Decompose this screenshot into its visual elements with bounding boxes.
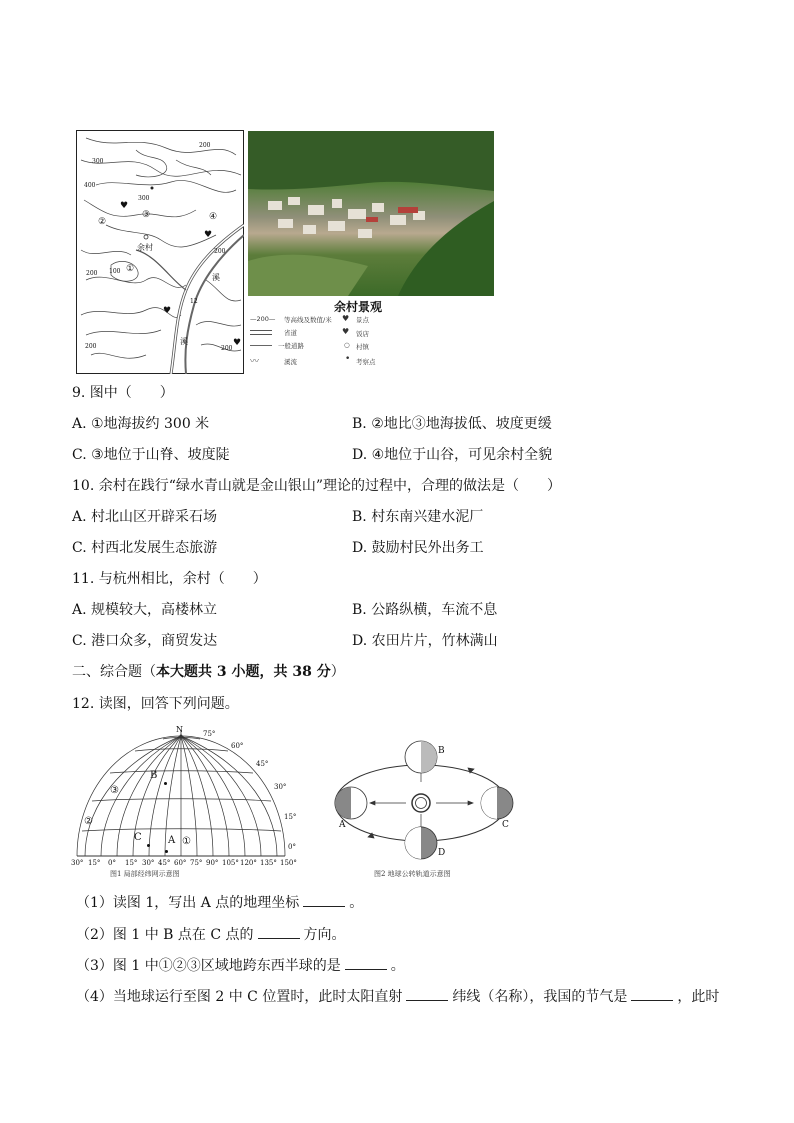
legend-hotel-text: 饭店 xyxy=(356,330,369,338)
q12-sub4-text-a: （4）当地球运行至图 2 中 C 位置时，此时太阳直射 xyxy=(76,989,403,1005)
orbit-svg xyxy=(318,740,524,866)
road-legend-symbol xyxy=(250,345,272,346)
lon-label: 120° xyxy=(240,859,257,867)
contour-label-200c: 200 xyxy=(86,270,98,277)
lat-label-30: 30° xyxy=(274,783,287,791)
village-photo-art xyxy=(248,131,494,296)
q12-sub3-end: 。 xyxy=(390,958,405,974)
q12-sub3 xyxy=(76,957,405,975)
section-2-title xyxy=(72,663,345,681)
orbit-point-c: C xyxy=(502,820,509,830)
section-2-title-bold: 本大题共 3 小题，共 38 分 xyxy=(156,664,331,680)
village-label: 余村 xyxy=(137,243,153,252)
answer-blank[interactable] xyxy=(258,926,300,939)
lat-label-45: 45° xyxy=(256,760,269,768)
map-legend xyxy=(248,313,418,377)
lat-label-0: 0° xyxy=(288,843,296,851)
map-point-3: ③ xyxy=(142,210,151,220)
q11-option-d: D. 农田片片，竹林满山 xyxy=(352,633,498,649)
village-photo xyxy=(248,131,494,296)
lon-label: 150° xyxy=(280,859,297,867)
hotel-marker-icon: ♥ xyxy=(204,230,213,240)
q12-sub2-text: （2）图 1 中 B 点在 C 点的 xyxy=(76,927,254,943)
q10-stem: 10. 余村在践行“绿水青山就是金山银山”理论的过程中，合理的做法是（ ） xyxy=(72,478,562,494)
q9-option-d: D. ④地位于山谷，可见余村全貌 xyxy=(352,447,553,463)
legend-town-text: 村镇 xyxy=(356,343,369,351)
lon-label: 30° xyxy=(142,859,155,867)
lat-label-15: 15° xyxy=(284,813,297,821)
lon-label: 75° xyxy=(190,859,203,867)
q12-stem: 12. 读图，回答下列问题。 xyxy=(72,696,239,712)
answer-blank[interactable] xyxy=(345,957,387,970)
orbit-point-d: D xyxy=(438,848,446,858)
point-c-dot xyxy=(147,844,150,847)
region-2-label: ② xyxy=(84,816,93,827)
point-a-label: A xyxy=(168,835,176,846)
lon-label: 135° xyxy=(260,859,277,867)
north-label: N xyxy=(176,725,183,734)
legend-main-road-text: 省道 xyxy=(284,329,297,337)
orbit-point-b: B xyxy=(438,746,445,756)
contour-label-200a: 200 xyxy=(199,142,211,149)
graticule-figure xyxy=(70,726,306,882)
legend-contour-value: 200 xyxy=(256,315,269,323)
q12-sub4-text-b: 纬线（名称），我国的节气是 xyxy=(452,989,628,1005)
contour-label-200e: 200 xyxy=(221,345,233,352)
lon-label: 105° xyxy=(222,859,239,867)
region-3-label: ③ xyxy=(110,785,119,796)
contour-label-300b: 300 xyxy=(92,158,104,165)
answer-blank[interactable] xyxy=(303,894,345,907)
answer-blank[interactable] xyxy=(406,988,448,1001)
section-2-title-prefix: 二、综合题（ xyxy=(72,664,156,680)
contour-label-300a: 300 xyxy=(138,195,150,202)
q11-option-c: C. 港口众多，商贸发达 xyxy=(72,633,218,649)
orbit-point-a: A xyxy=(339,820,346,830)
q9-option-a: A. ①地海拔约 300 米 xyxy=(72,416,210,432)
answer-blank[interactable] xyxy=(631,988,673,1001)
lon-label: 30° xyxy=(71,859,84,867)
region-1-label: ① xyxy=(182,836,191,847)
survey-legend-icon: • xyxy=(345,354,351,364)
legend-stream-text: 溪流 xyxy=(284,358,297,366)
legend-road-text: 一般道路 xyxy=(278,342,304,350)
map-point-1: ① xyxy=(126,264,135,274)
legend-survey-text: 考察点 xyxy=(356,358,376,366)
hotel-marker-icon: ♥ xyxy=(163,306,172,316)
stream-label: 溪 xyxy=(180,337,188,346)
town-legend-icon: ○ xyxy=(344,341,350,349)
map-point-2: ② xyxy=(98,217,107,227)
q10-option-d: D. 鼓励村民外出务工 xyxy=(352,540,484,556)
contour-label-100: 100 xyxy=(109,268,121,275)
q10-option-b: B. 村东南兴建水泥厂 xyxy=(352,509,484,525)
lon-label: 90° xyxy=(206,859,219,867)
lon-label: 15° xyxy=(125,859,138,867)
scenic-marker-icon: ♥ xyxy=(233,338,242,348)
section-2-title-suffix: ） xyxy=(330,664,345,680)
lat-label-75: 75° xyxy=(203,730,216,738)
photo-caption: 余村景观 xyxy=(334,300,383,314)
q9-option-b: B. ②地比③地海拔低、坡度更缓 xyxy=(352,416,552,432)
point-a-dot xyxy=(165,850,168,853)
lon-label: 60° xyxy=(174,859,187,867)
point-b-label: B xyxy=(150,770,158,781)
contour-label-400a: 400 xyxy=(84,182,96,189)
q12-sub1-text: （1）读图 1，写出 A 点的地理坐标 xyxy=(76,895,300,911)
hotel-legend-icon: ♥ xyxy=(342,327,350,336)
map-point-4: ④ xyxy=(209,212,218,222)
q9-stem: 9. 图中（ ） xyxy=(72,385,174,401)
scenic-legend-icon: ♥ xyxy=(342,314,350,323)
lon-label: 0° xyxy=(108,859,116,867)
q11-option-a: A. 规模较大，高楼林立 xyxy=(72,602,218,618)
contour-map xyxy=(76,130,244,374)
stream-label: 溪 xyxy=(212,273,220,282)
point-b-dot xyxy=(164,782,167,785)
legend-scenic-text: 景点 xyxy=(356,316,369,324)
point-c-label: C xyxy=(134,832,142,843)
orbit-figure xyxy=(318,740,524,866)
scenic-marker-icon: ♥ xyxy=(120,201,129,211)
q12-sub4-text-c: ，此时 xyxy=(677,989,720,1005)
contour-label-200d: 200 xyxy=(85,343,97,350)
lon-label: 15° xyxy=(88,859,101,867)
q10-option-a: A. 村北山区开辟采石场 xyxy=(72,509,218,525)
lat-label-60: 60° xyxy=(231,742,244,750)
fig1-caption: 图1 局部经纬网示意图 xyxy=(110,870,180,878)
q11-option-b: B. 公路纵横，车流不息 xyxy=(352,602,498,618)
q12-sub1-end: 。 xyxy=(349,895,364,911)
q12-sub3-text: （3）图 1 中①②③区域地跨东西半球的是 xyxy=(76,958,341,974)
q12-sub2-end: 方向。 xyxy=(303,927,346,943)
road-number-label: 12 xyxy=(190,298,198,305)
fig2-caption: 图2 地球公转轨道示意图 xyxy=(374,870,451,878)
q12-sub4 xyxy=(76,988,719,1006)
q10-option-c: C. 村西北发展生态旅游 xyxy=(72,540,218,556)
main-road-legend-symbol xyxy=(250,330,272,335)
stream-legend-symbol: 〰 xyxy=(250,357,260,367)
q11-stem: 11. 与杭州相比，余村（ ） xyxy=(72,571,267,587)
q12-sub1 xyxy=(76,894,363,912)
q9-option-c: C. ③地位于山脊、坡度陡 xyxy=(72,447,230,463)
q12-sub2 xyxy=(76,926,346,944)
legend-contour-symbol: —200— xyxy=(250,315,276,323)
lon-label: 45° xyxy=(158,859,171,867)
contour-label-200b: 200 xyxy=(214,248,226,255)
legend-contour-text: 等高线及数值/米 xyxy=(284,316,332,324)
